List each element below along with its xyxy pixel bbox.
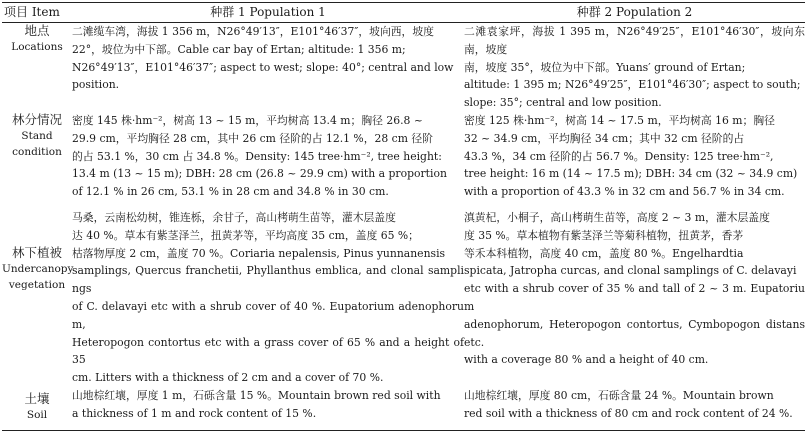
row-label-zh: 林分情况 (11, 111, 62, 127)
text-line: 29.9 cm，平均胸径 28 cm，其中 26 cm 径阶的占 12.1 %，28 cm 径阶 (72, 131, 433, 145)
row-label-en: Soil (26, 408, 48, 421)
text-line: 山地棕红壤，厚度 1 m，石砾含量 15 %。Mountain brown red soil with (72, 388, 441, 402)
cell-population-1 (72, 209, 464, 387)
cell-population-2 (464, 23, 805, 112)
row-label (2, 112, 72, 209)
text-line: adenophorum, Heteropogon contortus, Cymbopogon distans etc. (464, 317, 805, 349)
text-line: 43.3 %，34 cm 径阶的占 56.7 %。Density: 125 tree·hm⁻², (464, 149, 774, 163)
table-row-stand-condition (2, 112, 805, 209)
text-line: with a coverage 80 % and a height of 40 cm. (464, 353, 709, 367)
text-line: cm. Litters with a thickness of 2 cm and a cover of 70 %. (72, 371, 384, 385)
text-line: of C. delavayi etc with a shrub cover of 40 %. Eupatorium adenophorum, (72, 299, 464, 331)
row-label-zh: 地点 (24, 23, 50, 38)
row-label-zh: 林下植被 (11, 244, 62, 260)
text-line: 13.4 m (13 ~ 15 m); DBH: 28 cm (26.8 ~ 29.9 cm) with a proportion (72, 167, 447, 181)
text-line: 22°，坡位为中下部。Cable car bay of Ertan; altitude: 1 356 m; (72, 42, 406, 56)
row-label-en: Stand condition (12, 129, 62, 158)
text-line: 32 ~ 34.9 cm，平均胸径 34 cm；其中 32 cm 径阶的占 (464, 131, 745, 145)
text-line: a thickness of 1 m and rock content of 15 %. (72, 406, 317, 420)
row-label (2, 209, 72, 387)
text-line: N26°49′13″，E101°46′37″; aspect to west; slope: 40°; central and low (72, 60, 454, 74)
text-line: 马桑，云南松幼树，锥连栎，余甘子，高山栲萌生苗等，灌木层盖度 (72, 210, 396, 224)
text-line: position. (72, 78, 120, 92)
text-line: of 12.1 % in 26 cm, 53.1 % in 28 cm and 34.8 % in 30 cm. (72, 185, 389, 199)
table-row-undercanopy (2, 209, 805, 387)
header-population-2: 种群 2 Population 2 (464, 3, 805, 23)
text-line: 密度 125 株·hm⁻²，树高 14 ~ 17.5 m，平均树高 16 m；胸径 (464, 113, 775, 127)
header-population-1: 种群 1 Population 1 (72, 3, 464, 23)
text-line: 二滩缆车湾，海拔 1 356 m，N26°49′13″，E101°46′37″，坡向西，坡度 (72, 25, 434, 38)
text-line: 等禾本科植物，高度 40 cm，盖度 80 %。Engelhardtia (464, 246, 744, 260)
text-line: tree height: 16 m (14 ~ 17.5 m); DBH: 34 cm (32 ~ 34.9 cm) (464, 167, 798, 181)
row-label (2, 23, 72, 112)
text-line: 山地棕红壤，厚度 80 cm，石砾含量 24 %。Mountain brown (464, 388, 774, 402)
table-header-row (2, 3, 805, 23)
cell-population-2 (464, 112, 805, 209)
text-line: samplings, Quercus franchetii, Phyllanthus emblica, and clonal samplings (72, 264, 464, 296)
text-line: slope: 35°; central and low position. (464, 96, 662, 110)
text-line: 达 40 %。草本有紫茎泽兰，扭黄茅等，平均高度 35 cm，盖度 65 %； (72, 228, 419, 242)
cell-population-1 (72, 23, 464, 112)
site-characteristics-table (2, 2, 805, 431)
text-line: 南，坡度 35°，坡位为中下部。Yuans′ ground of Ertan; (464, 60, 746, 74)
text-line: 枯落物厚度 2 cm，盖度 70 %。Coriaria nepalensis, Pinus yunnanensis (72, 246, 446, 260)
text-line: with a proportion of 43.3 % in 32 cm and 56.7 % in 34 cm. (464, 185, 785, 199)
row-label-en: Undercanopy vegetation (2, 262, 74, 291)
text-line: altitude: 1 395 m; N26°49′25″，E101°46′30″; aspect to south; (464, 78, 801, 92)
row-label-zh: 土壤 (24, 390, 50, 406)
text-line: spicata, Jatropha curcas, and clonal samplings of C. delavayi (464, 264, 797, 278)
text-line: 的占 53.1 %，30 cm 占 34.8 %。Density: 145 tree·hm⁻², tree height: (72, 149, 442, 163)
text-line: Heteropogon contortus etc with a grass cover of 65 % and a height of 35 (72, 335, 464, 367)
text-line: 滇黄杞，小桐子，高山栲萌生苗等，高度 2 ~ 3 m，灌木层盖度 (464, 210, 770, 224)
text-line: 密度 145 株·hm⁻²，树高 13 ~ 15 m，平均树高 13.4 m；胸径 26.8 ~ (72, 113, 423, 127)
text-line: 度 35 %。草本植物有紫茎泽兰等菊科植物，扭黄茅，香茅 (464, 228, 744, 242)
text-line: red soil with a thickness of 80 cm and rock content of 24 %. (464, 406, 793, 420)
cell-population-2 (464, 209, 805, 387)
row-label-en: Locations (11, 41, 63, 53)
table-row-locations (2, 23, 805, 112)
text-line: etc with a shrub cover of 35 % and tall of 2 ~ 3 m. Eupatorium (464, 282, 805, 313)
cell-population-1 (72, 112, 464, 209)
header-item: 项目 Item (2, 3, 72, 23)
text-line: 二滩袁家坪，海拔 1 395 m，N26°49′25″，E101°46′30″，坡向东南，坡度 (464, 25, 805, 56)
